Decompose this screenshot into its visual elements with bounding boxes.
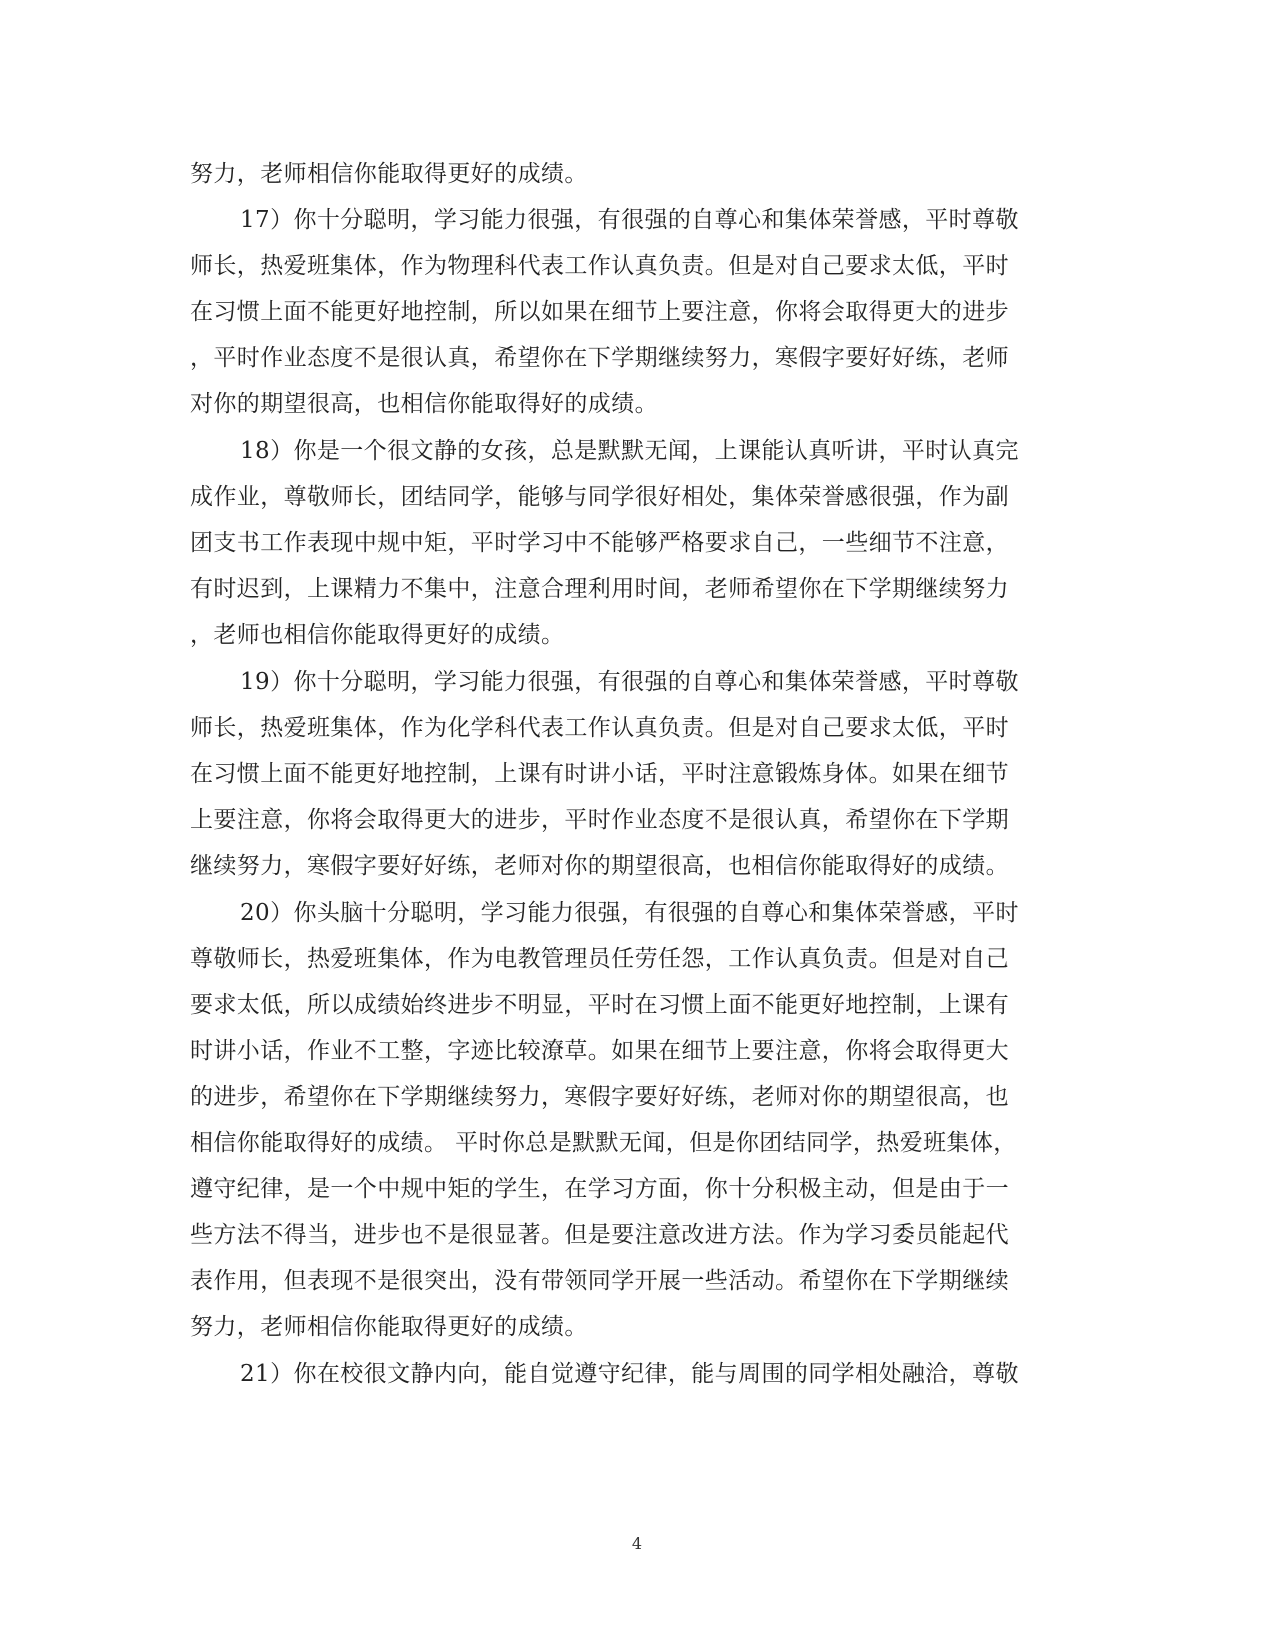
text-line: 在习惯上面不能更好地控制，所以如果在细节上要注意，你将会取得更大的进步 (190, 299, 1009, 325)
text-line: 相信你能取得好的成绩。 平时你总是默默无闻，但是你团结同学，热爱班集体， (190, 1130, 1017, 1156)
text-line: 有时迟到，上课精力不集中，注意合理利用时间，老师希望你在下学期继续努力 (190, 576, 1009, 602)
text-line: 些方法不得当，进步也不是很显著。但是要注意改进方法。作为学习委员能起代 (190, 1222, 1009, 1248)
text-line: 努力，老师相信你能取得更好的成绩。 (190, 161, 588, 187)
text-line: 在习惯上面不能更好地控制，上课有时讲小话，平时注意锻炼身体。如果在细节 (190, 761, 1009, 787)
text-line: 师长，热爱班集体，作为化学科代表工作认真负责。但是对自己要求太低，平时 (190, 715, 1009, 741)
paragraph-21-first-line: 21）你在校很文静内向，能自觉遵守纪律，能与周围的同学相处融洽，尊敬 (240, 1361, 1019, 1387)
paragraph-20-first-line: 20）你头脑十分聪明，学习能力很强，有很强的自尊心和集体荣誉感，平时 (240, 900, 1019, 926)
paragraph-18-first-line: 18）你是一个很文静的女孩，总是默默无闻，上课能认真听讲，平时认真完 (240, 438, 1019, 464)
paragraph-17-first-line: 17）你十分聪明，学习能力很强，有很强的自尊心和集体荣誉感，平时尊敬 (240, 207, 1019, 233)
text-line: 成作业，尊敬师长，团结同学，能够与同学很好相处，集体荣誉感很强，作为副 (190, 484, 1009, 510)
text-line: 上要注意，你将会取得更大的进步，平时作业态度不是很认真，希望你在下学期 (190, 807, 1009, 833)
text-line: 努力，老师相信你能取得更好的成绩。 (190, 1314, 588, 1340)
text-line: 尊敬师长，热爱班集体，作为电教管理员任劳任怨，工作认真负责。但是对自己 (190, 946, 1009, 972)
text-line: 对你的期望很高，也相信你能取得好的成绩。 (190, 391, 658, 417)
text-line: 继续努力，寒假字要好好练，老师对你的期望很高，也相信你能取得好的成绩。 (190, 853, 1009, 879)
page-number: 4 (631, 1534, 643, 1553)
text-line: 要求太低，所以成绩始终进步不明显，平时在习惯上面不能更好地控制，上课有 (190, 992, 1009, 1018)
text-line: ，老师也相信你能取得更好的成绩。 (190, 622, 565, 648)
text-line: 团支书工作表现中规中矩，平时学习中不能够严格要求自己，一些细节不注意， (190, 530, 1009, 556)
text-line: 师长，热爱班集体，作为物理科代表工作认真负责。但是对自己要求太低，平时 (190, 253, 1009, 279)
text-line: 时讲小话，作业不工整，字迹比较潦草。如果在细节上要注意，你将会取得更大 (190, 1038, 1009, 1064)
text-line: 遵守纪律，是一个中规中矩的学生，在学习方面，你十分积极主动，但是由于一 (190, 1176, 1009, 1202)
text-line: 表作用，但表现不是很突出，没有带领同学开展一些活动。希望你在下学期继续 (190, 1268, 1009, 1294)
text-line: 的进步，希望你在下学期继续努力，寒假字要好好练，老师对你的期望很高，也 (190, 1084, 1009, 1110)
paragraph-19-first-line: 19）你十分聪明，学习能力很强，有很强的自尊心和集体荣誉感，平时尊敬 (240, 669, 1019, 695)
text-line: ，平时作业态度不是很认真，希望你在下学期继续努力，寒假字要好好练，老师 (190, 345, 1009, 371)
